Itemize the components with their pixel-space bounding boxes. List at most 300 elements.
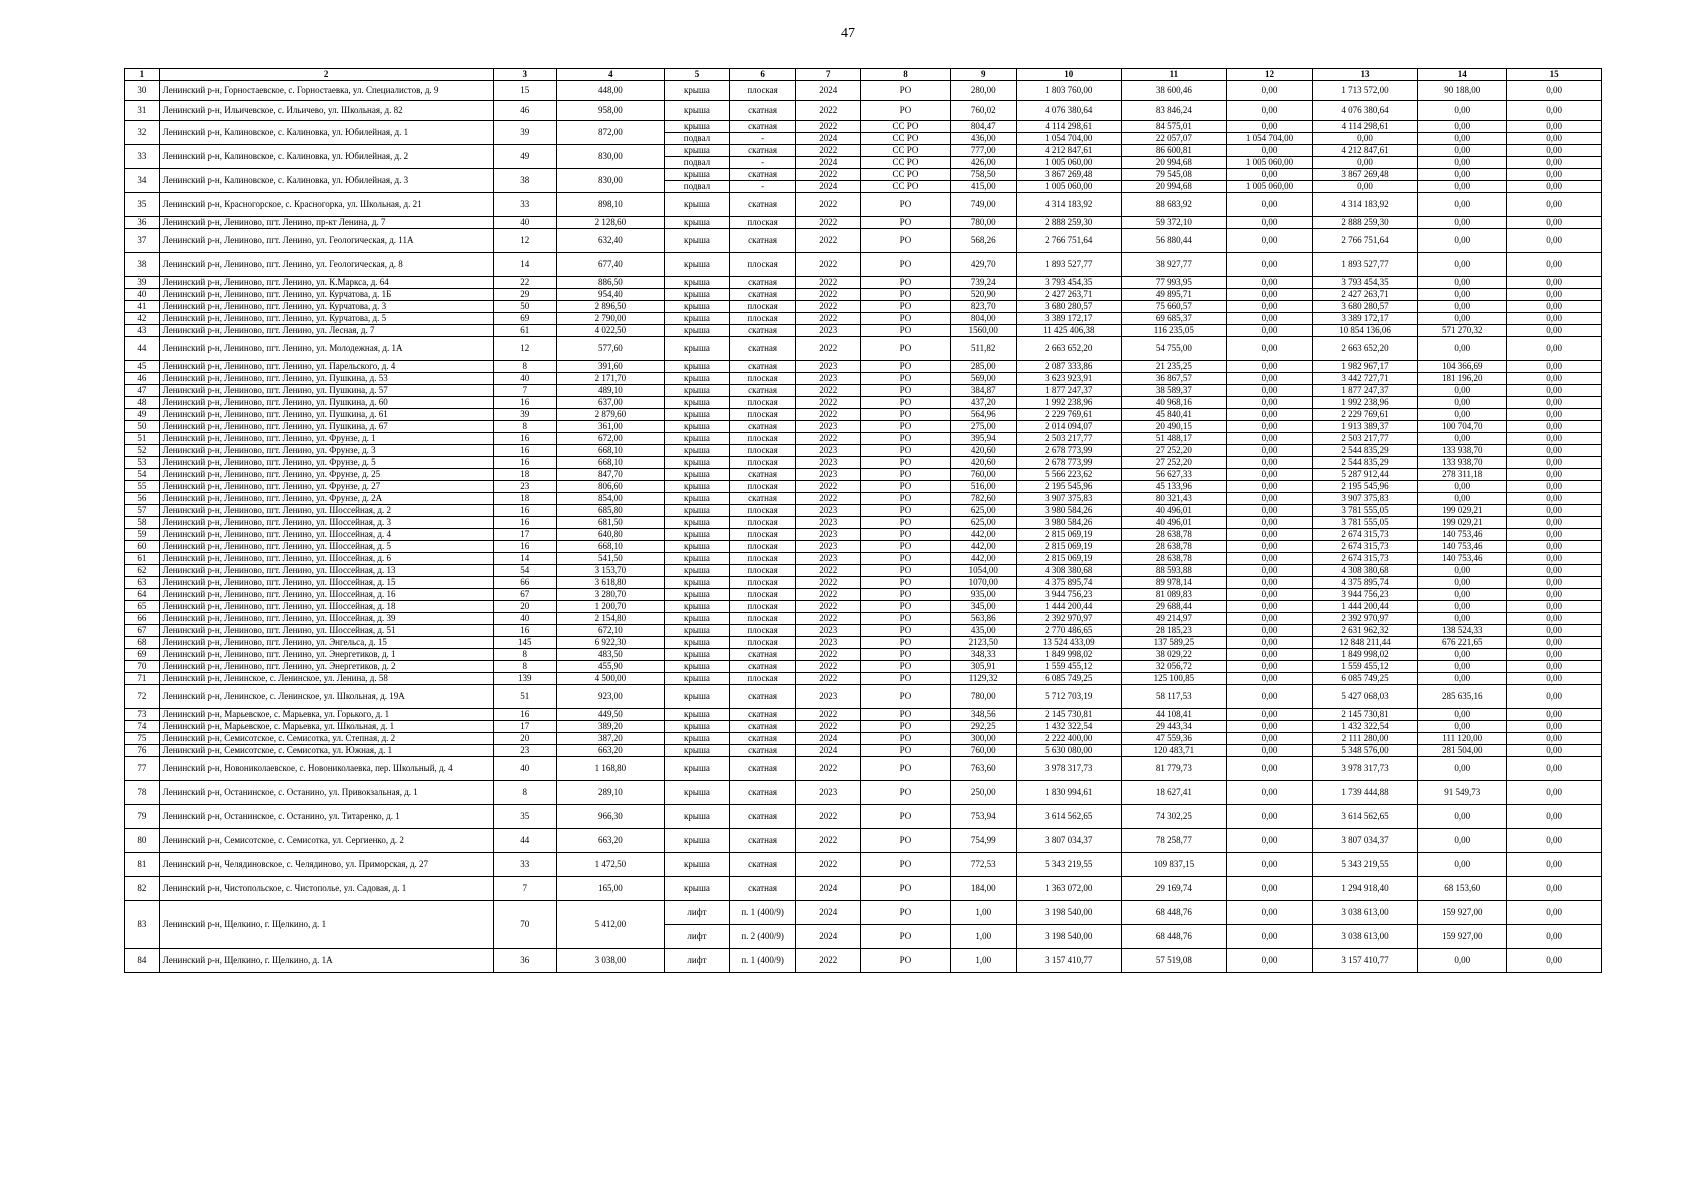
local-cell: 0,00 [1418,169,1507,181]
total-cost-cell: 11 425 406,38 [1016,325,1121,337]
regional-cell: 4 076 380,64 [1313,101,1418,121]
year-cell: 2024 [796,901,861,925]
volume-cell: 760,00 [950,745,1016,757]
local-cell: 0,00 [1418,577,1507,589]
address-cell: Ленинский р-н, Семисотское, с. Семисотка, ул. Сергиенко, д. 2 [159,829,493,853]
apartments-cell: 8 [493,781,556,805]
column-header: 5 [664,69,729,81]
volume-cell: 760,02 [950,101,1016,121]
row-number: 84 [125,949,160,973]
year-cell: 2023 [796,781,861,805]
local-cell: 0,00 [1418,613,1507,625]
address-cell: Ленинский р-н, Марьевское, с. Марьевка, ул. Школьная, д. 1 [159,721,493,733]
column-header: 6 [730,69,796,81]
table-row [125,421,1602,433]
type-cell: скатная [730,421,796,433]
fund-cell: 0,00 [1226,361,1312,373]
total-cost-cell: 4 076 380,64 [1016,101,1121,121]
fund-cell: 0,00 [1226,505,1312,517]
method-cell: РО [861,493,950,505]
method-cell: РО [861,613,950,625]
total-cost-cell: 5 343 219,55 [1016,853,1121,877]
element-cell: крыша [664,673,729,685]
owners-cell: 0,00 [1507,529,1602,541]
type-cell: скатная [730,101,796,121]
year-cell: 2022 [796,145,861,157]
year-cell: 2022 [796,193,861,217]
column-header: 13 [1313,69,1418,81]
row-number: 66 [125,613,160,625]
volume-cell: 749,00 [950,193,1016,217]
table-row [125,733,1602,745]
area-cell: 5 412,00 [556,901,664,949]
total-cost-cell: 2 678 773,99 [1016,457,1121,469]
regional-cell: 12 848 211,44 [1313,637,1418,649]
regional-cell: 3 442 727,71 [1313,373,1418,385]
total-cost-cell: 1 877 247,37 [1016,385,1121,397]
owners-cell: 0,00 [1507,181,1602,193]
area-cell: 847,70 [556,469,664,481]
owners-cell: 0,00 [1507,673,1602,685]
table-row [125,325,1602,337]
regional-cell: 0,00 [1313,133,1418,145]
table-row [125,805,1602,829]
type-cell: - [730,133,796,145]
method-cell: РО [861,529,950,541]
method-cell: РО [861,733,950,745]
type-cell: плоская [730,81,796,101]
method-cell: РО [861,193,950,217]
apartments-cell: 7 [493,385,556,397]
address-cell: Ленинский р-н, Лениново, пгт. Ленино, ул. Шоссейная, д. 51 [159,625,493,637]
regional-cell: 3 807 034,37 [1313,829,1418,853]
table-row [125,541,1602,553]
table-row [125,313,1602,325]
owners-cell: 0,00 [1507,625,1602,637]
table-row [125,877,1602,901]
area-cell: 1 168,80 [556,757,664,781]
local-cell: 0,00 [1418,253,1507,277]
regional-cell: 3 907 375,83 [1313,493,1418,505]
area-cell: 806,60 [556,481,664,493]
table-row [125,301,1602,313]
volume-cell: 1129,32 [950,673,1016,685]
address-cell: Ленинский р-н, Лениново, пгт. Ленино, ул. Молодежная, д. 1А [159,337,493,361]
owners-cell: 0,00 [1507,397,1602,409]
apartments-cell: 23 [493,745,556,757]
regional-cell: 2 427 263,71 [1313,289,1418,301]
total-cost-cell: 1 444 200,44 [1016,601,1121,613]
volume-cell: 516,00 [950,481,1016,493]
page-number: 47 [841,26,855,41]
area-cell: 2 154,80 [556,613,664,625]
address-cell: Ленинский р-н, Останинское, с. Останино, ул. Титаренко, д. 1 [159,805,493,829]
method-cell: СС РО [861,157,950,169]
local-cell: 140 753,46 [1418,541,1507,553]
regional-cell: 3 389 172,17 [1313,313,1418,325]
apartments-cell: 40 [493,373,556,385]
volume-cell: 823,70 [950,301,1016,313]
total-cost-cell: 2 815 069,19 [1016,553,1121,565]
year-cell: 2022 [796,217,861,229]
apartments-cell: 17 [493,721,556,733]
area-cell: 361,00 [556,421,664,433]
address-cell: Ленинский р-н, Лениново, пгт. Ленино, ул. Курчатова, д. 1Б [159,289,493,301]
element-cell: крыша [664,169,729,181]
apartments-cell: 8 [493,361,556,373]
area-cell: 165,00 [556,877,664,901]
specific-cost-cell: 20 994,68 [1121,181,1226,193]
year-cell: 2023 [796,505,861,517]
total-cost-cell: 1 830 994,61 [1016,781,1121,805]
apartments-cell: 50 [493,301,556,313]
type-cell: плоская [730,397,796,409]
volume-cell: 935,00 [950,589,1016,601]
owners-cell: 0,00 [1507,289,1602,301]
total-cost-cell: 2 427 263,71 [1016,289,1121,301]
method-cell: РО [861,505,950,517]
element-cell: крыша [664,553,729,565]
year-cell: 2023 [796,541,861,553]
column-header: 9 [950,69,1016,81]
apartments-cell: 40 [493,217,556,229]
specific-cost-cell: 81 089,83 [1121,589,1226,601]
apartments-cell: 20 [493,733,556,745]
total-cost-cell: 3 614 562,65 [1016,805,1121,829]
specific-cost-cell: 45 133,96 [1121,481,1226,493]
table-row [125,685,1602,709]
address-cell: Ленинский р-н, Калиновское, с. Калиновка, ул. Юбилейная, д. 1 [159,121,493,145]
total-cost-cell: 1 559 455,12 [1016,661,1121,673]
type-cell: скатная [730,337,796,361]
specific-cost-cell: 40 496,01 [1121,505,1226,517]
year-cell: 2022 [796,577,861,589]
regional-cell: 4 212 847,61 [1313,145,1418,157]
total-cost-cell: 1 803 760,00 [1016,81,1121,101]
regional-cell: 1 559 455,12 [1313,661,1418,673]
owners-cell: 0,00 [1507,781,1602,805]
row-number: 45 [125,361,160,373]
total-cost-cell: 5 630 080,00 [1016,745,1121,757]
apartments-cell: 14 [493,253,556,277]
year-cell: 2022 [796,601,861,613]
apartments-cell: 16 [493,445,556,457]
volume-cell: 1054,00 [950,565,1016,577]
fund-cell: 0,00 [1226,313,1312,325]
owners-cell: 0,00 [1507,541,1602,553]
fund-cell: 0,00 [1226,493,1312,505]
owners-cell: 0,00 [1507,517,1602,529]
owners-cell: 0,00 [1507,685,1602,709]
address-cell: Ленинский р-н, Челядиновское, с. Челядиново, ул. Приморская, д. 27 [159,853,493,877]
regional-cell: 4 308 380,68 [1313,565,1418,577]
specific-cost-cell: 88 683,92 [1121,193,1226,217]
fund-cell: 0,00 [1226,613,1312,625]
column-header: 7 [796,69,861,81]
type-cell: плоская [730,301,796,313]
method-cell: РО [861,277,950,289]
element-cell: крыша [664,589,729,601]
specific-cost-cell: 88 593,88 [1121,565,1226,577]
total-cost-cell: 1 432 322,54 [1016,721,1121,733]
volume-cell: 625,00 [950,505,1016,517]
year-cell: 2022 [796,481,861,493]
area-cell: 389,20 [556,721,664,733]
column-header: 15 [1507,69,1602,81]
regional-cell: 2 392 970,97 [1313,613,1418,625]
apartments-cell: 16 [493,709,556,721]
year-cell: 2022 [796,397,861,409]
method-cell: РО [861,649,950,661]
volume-cell: 1,00 [950,925,1016,949]
total-cost-cell: 2 145 730,81 [1016,709,1121,721]
local-cell: 0,00 [1418,493,1507,505]
area-cell: 3 280,70 [556,589,664,601]
specific-cost-cell: 81 779,73 [1121,757,1226,781]
type-cell: плоская [730,565,796,577]
element-cell: крыша [664,217,729,229]
regional-cell: 2 195 545,96 [1313,481,1418,493]
year-cell: 2022 [796,721,861,733]
area-cell: 289,10 [556,781,664,805]
row-number: 59 [125,529,160,541]
volume-cell: 1560,00 [950,325,1016,337]
method-cell: РО [861,673,950,685]
volume-cell: 569,00 [950,373,1016,385]
owners-cell: 0,00 [1507,217,1602,229]
address-cell: Ленинский р-н, Ильичевское, с. Ильичево, ул. Школьная, д. 82 [159,101,493,121]
owners-cell: 0,00 [1507,421,1602,433]
regional-cell: 2 145 730,81 [1313,709,1418,721]
row-number: 47 [125,385,160,397]
element-cell: крыша [664,541,729,553]
fund-cell: 0,00 [1226,565,1312,577]
table-row [125,625,1602,637]
element-cell: крыша [664,289,729,301]
table-row [125,721,1602,733]
method-cell: РО [861,685,950,709]
year-cell: 2023 [796,457,861,469]
type-cell: скатная [730,469,796,481]
owners-cell: 0,00 [1507,145,1602,157]
total-cost-cell: 2 014 094,07 [1016,421,1121,433]
specific-cost-cell: 59 372,10 [1121,217,1226,229]
local-cell: 571 270,32 [1418,325,1507,337]
specific-cost-cell: 49 214,97 [1121,613,1226,625]
local-cell: 0,00 [1418,853,1507,877]
owners-cell: 0,00 [1507,445,1602,457]
volume-cell: 763,60 [950,757,1016,781]
table-row [125,361,1602,373]
element-cell: крыша [664,493,729,505]
table-row [125,565,1602,577]
specific-cost-cell: 125 100,85 [1121,673,1226,685]
total-cost-cell: 3 198 540,00 [1016,925,1121,949]
regional-cell: 5 427 068,03 [1313,685,1418,709]
owners-cell: 0,00 [1507,253,1602,277]
year-cell: 2022 [796,121,861,133]
year-cell: 2023 [796,373,861,385]
owners-cell: 0,00 [1507,733,1602,745]
specific-cost-cell: 28 638,78 [1121,553,1226,565]
fund-cell: 0,00 [1226,685,1312,709]
column-header: 11 [1121,69,1226,81]
method-cell: РО [861,469,950,481]
total-cost-cell: 13 524 433,09 [1016,637,1121,649]
table-row [125,145,1602,157]
fund-cell: 0,00 [1226,289,1312,301]
row-number: 74 [125,721,160,733]
specific-cost-cell: 28 185,23 [1121,625,1226,637]
year-cell: 2022 [796,853,861,877]
apartments-cell: 18 [493,469,556,481]
owners-cell: 0,00 [1507,133,1602,145]
fund-cell: 0,00 [1226,145,1312,157]
method-cell: РО [861,397,950,409]
volume-cell: 348,56 [950,709,1016,721]
apartments-cell: 8 [493,649,556,661]
row-number: 42 [125,313,160,325]
type-cell: плоская [730,637,796,649]
method-cell: РО [861,781,950,805]
apartments-cell: 38 [493,169,556,193]
specific-cost-cell: 109 837,15 [1121,853,1226,877]
local-cell: 0,00 [1418,673,1507,685]
owners-cell: 0,00 [1507,169,1602,181]
total-cost-cell: 3 867 269,48 [1016,169,1121,181]
fund-cell: 0,00 [1226,421,1312,433]
type-cell: плоская [730,529,796,541]
year-cell: 2022 [796,649,861,661]
regional-cell: 3 781 555,05 [1313,505,1418,517]
method-cell: РО [861,289,950,301]
row-number: 80 [125,829,160,853]
address-cell: Ленинский р-н, Лениново, пгт. Ленино, ул. Фрунзе, д. 5 [159,457,493,469]
table-row [125,553,1602,565]
area-cell: 1 472,50 [556,853,664,877]
local-cell: 0,00 [1418,661,1507,673]
year-cell: 2024 [796,925,861,949]
area-cell: 2 879,60 [556,409,664,421]
table-row [125,433,1602,445]
apartments-cell: 12 [493,229,556,253]
table-row [125,949,1602,973]
year-cell: 2024 [796,733,861,745]
local-cell: 0,00 [1418,133,1507,145]
element-cell: крыша [664,829,729,853]
fund-cell: 0,00 [1226,901,1312,925]
area-cell: 668,10 [556,445,664,457]
volume-cell: 568,26 [950,229,1016,253]
element-cell: крыша [664,433,729,445]
specific-cost-cell: 45 840,41 [1121,409,1226,421]
method-cell: РО [861,373,950,385]
owners-cell: 0,00 [1507,457,1602,469]
apartments-cell: 8 [493,661,556,673]
regional-cell: 6 085 749,25 [1313,673,1418,685]
address-cell: Ленинский р-н, Лениново, пгт. Ленино, ул. Фрунзе, д. 2А [159,493,493,505]
row-number: 63 [125,577,160,589]
total-cost-cell: 2 770 486,65 [1016,625,1121,637]
year-cell: 2024 [796,181,861,193]
total-cost-cell: 4 308 380,68 [1016,565,1121,577]
apartments-cell: 70 [493,901,556,949]
area-cell: 872,00 [556,121,664,145]
address-cell: Ленинский р-н, Лениново, пгт. Ленино, ул. Фрунзе, д. 1 [159,433,493,445]
element-cell: крыша [664,505,729,517]
total-cost-cell: 2 229 769,61 [1016,409,1121,421]
method-cell: РО [861,553,950,565]
owners-cell: 0,00 [1507,361,1602,373]
volume-cell: 420,60 [950,445,1016,457]
fund-cell: 0,00 [1226,829,1312,853]
address-cell: Ленинский р-н, Лениново, пгт. Ленино, ул. Пушкина, д. 57 [159,385,493,397]
element-cell: крыша [664,709,729,721]
fund-cell: 0,00 [1226,253,1312,277]
area-cell: 4 022,50 [556,325,664,337]
local-cell: 0,00 [1418,337,1507,361]
type-cell: скатная [730,745,796,757]
volume-cell: 758,50 [950,169,1016,181]
method-cell: РО [861,325,950,337]
specific-cost-cell: 89 978,14 [1121,577,1226,589]
local-cell: 0,00 [1418,277,1507,289]
fund-cell: 0,00 [1226,517,1312,529]
specific-cost-cell: 51 488,17 [1121,433,1226,445]
local-cell: 159 927,00 [1418,925,1507,949]
address-cell: Ленинский р-н, Калиновское, с. Калиновка, ул. Юбилейная, д. 2 [159,145,493,169]
row-number: 33 [125,145,160,169]
regional-cell: 1 713 572,00 [1313,81,1418,101]
element-cell: крыша [664,745,729,757]
address-cell: Ленинский р-н, Лениново, пгт. Ленино, пр-кт Ленина, д. 7 [159,217,493,229]
row-number: 50 [125,421,160,433]
type-cell: плоская [730,601,796,613]
address-cell: Ленинский р-н, Семисотское, с. Семисотка, ул. Степная, д. 2 [159,733,493,745]
local-cell: 133 938,70 [1418,457,1507,469]
owners-cell: 0,00 [1507,925,1602,949]
works-table [124,68,1602,973]
apartments-cell: 44 [493,829,556,853]
regional-cell: 2 766 751,64 [1313,229,1418,253]
regional-cell: 0,00 [1313,157,1418,169]
apartments-cell: 35 [493,805,556,829]
regional-cell: 1 913 389,37 [1313,421,1418,433]
method-cell: РО [861,625,950,637]
address-cell: Ленинский р-н, Щелкино, г. Щелкино, д. 1А [159,949,493,973]
specific-cost-cell: 57 519,08 [1121,949,1226,973]
table-row [125,101,1602,121]
table-row [125,253,1602,277]
method-cell: РО [861,409,950,421]
apartments-cell: 17 [493,529,556,541]
row-number: 31 [125,101,160,121]
apartments-cell: 36 [493,949,556,973]
apartments-cell: 8 [493,421,556,433]
element-cell: крыша [664,145,729,157]
fund-cell: 0,00 [1226,397,1312,409]
address-cell: Ленинский р-н, Марьевское, с. Марьевка, ул. Горького, д. 1 [159,709,493,721]
local-cell: 0,00 [1418,397,1507,409]
total-cost-cell: 1 849 998,02 [1016,649,1121,661]
owners-cell: 0,00 [1507,745,1602,757]
owners-cell: 0,00 [1507,193,1602,217]
fund-cell: 0,00 [1226,445,1312,457]
table-row [125,373,1602,385]
fund-cell: 0,00 [1226,409,1312,421]
area-cell: 637,00 [556,397,664,409]
address-cell: Ленинский р-н, Лениново, пгт. Ленино, ул. Пушкина, д. 53 [159,373,493,385]
